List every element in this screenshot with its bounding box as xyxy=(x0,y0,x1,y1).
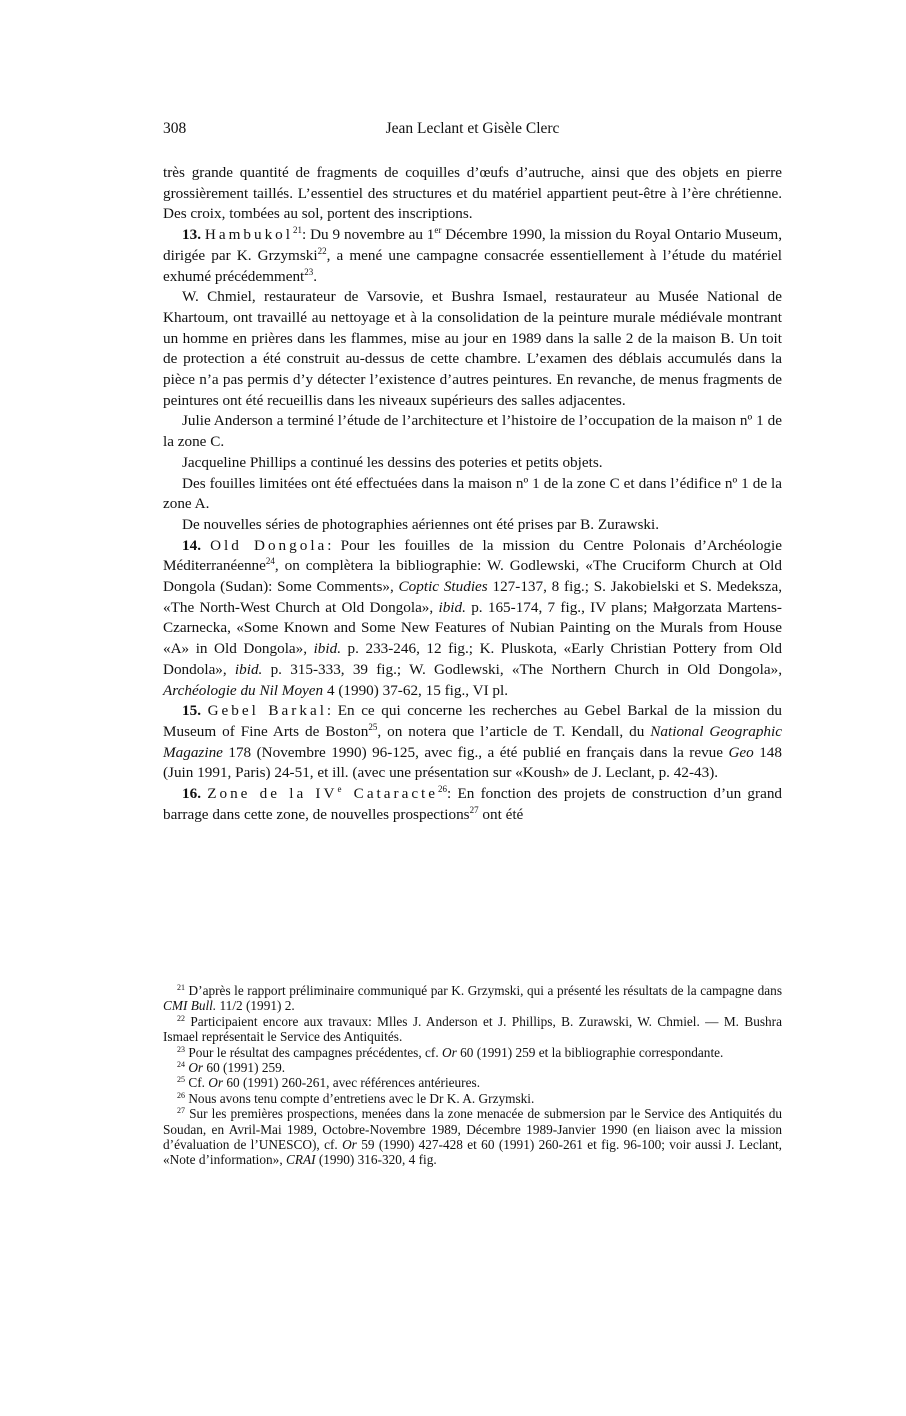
paragraph-anderson: Julie Anderson a terminé l’étude de l’architecture et l’histoire de l’occupation de la maison nº 1 de la zone C. xyxy=(163,412,782,451)
footnote-ref: 23 xyxy=(304,266,314,277)
section-16-ive-cataracte: 16. Zone de la IVe Cataracte$^{26}$: En fonction des projets de construction d’un grand barrage dans cette zone, de nouvelles prospections$^{27}$ ont été xyxy=(163,784,783,823)
footnote-26: $^{26}$ Nous avons tenu compte d’entretiens avec le Dr K. A. Grzymski. xyxy=(177,1090,535,1106)
footnote-21: $^{21}$ D’après le rapport préliminaire communiqué par K. Grzymski, qui a présenté les résultats de la campagne dans CMI Bull. 11/2 (1991) 2. xyxy=(163,983,782,1014)
section-14-old-dongola: 14. Old Dongola: Pour les fouilles de la mission du Centre Polonais d’Archéologie Méditerranéenne$^{24}$, on complètera la bibliographie: W. Godlewski, «The Cruciform Church at Old Dongola (Sudan): Some Comments», Coptic Studies 127-137, 8 fig.; S. Jakobielski et S. Medeksza, «The North-West Church at Old Dongola», ibid. p. 165-174, 7 fig., IV plans; Małgorzata Martens-Czarnecka, «Some Known and Some New Features of Nubian Painting on the Murals from House «A» in Old Dongola», ibid. p. 233-246, 12 fig.; K. Pluskota, «Early Christian Pottery from Old Dondola», ibid. p. 315-333, 39 fig.; W. Godlewski, «The Northern Church in Old Dongola», Archéologie du Nil Moyen 4 (1990) 37-62, 15 fig., VI pl. xyxy=(163,536,782,699)
footnote-25: $^{25}$ Cf. Or 60 (1991) 260-261, avec références antérieures. xyxy=(177,1075,481,1091)
paragraph-continuation: très grande quantité de fragments de coquilles d’œufs d’autruche, ainsi que des objets en pierre grossièrement taillés. L’essentiel des structures et du matériel appartient peut-être à l’ère chrétienne. Des croix, tombées au sol, portent des inscriptions. xyxy=(163,164,782,223)
site-name: Gebel Barkal xyxy=(207,702,327,720)
body-text xyxy=(163,163,782,826)
footnote-23: $^{23}$ Pour le résultat des campagnes précédentes, cf. Or 60 (1991) 259 et la bibliographie correspondante. xyxy=(177,1044,724,1060)
paragraph-chmiel: W. Chmiel, restaurateur de Varsovie, et Bushra Ismael, restaurateur au Musée National de Khartoum, ont travaillé au nettoyage et à la consolidation de la peinture murale médiévale montrant un homme en prières dans les flammes, mise au jour en 1989 dans la salle 2 de la maison B. Un toit de protection a été construit au-dessus de cette chambre. L’examen des déblais accumulés dans la pièce n’a pas permis d’y détecter l’existence d’autres peintures. En revanche, de menus fragments de peintures ont été recueillis dans les niveaux supérieurs des salles adjacentes. xyxy=(163,288,782,409)
paragraph-fouilles: Des fouilles limitées ont été effectuées dans la maison nº 1 de la zone C et dans l’édifice nº 1 de la zone A. xyxy=(163,474,782,513)
site-name: Old Dongola xyxy=(210,536,328,554)
footnote-ref: 22 xyxy=(317,245,327,256)
page-header xyxy=(163,120,782,144)
footnote-ref: 24 xyxy=(265,556,275,567)
footnote-24: $^{24}$ Or 60 (1991) 259. xyxy=(177,1060,286,1076)
running-head: Jean Leclant et Gisèle Clerc xyxy=(385,120,560,137)
site-name: Zone de la IVe Cataracte xyxy=(207,784,439,803)
footnote-ref: 21 xyxy=(292,225,302,236)
footnote-22: $^{22}$ Participaient encore aux travaux: Mlles J. Anderson et J. Phillips, B. Zurawski, W. Chmiel. — M. Bushra Ismael représentait le Service des Antiquités. xyxy=(163,1013,782,1045)
site-name: Hambukol xyxy=(204,226,293,244)
footnote-27: $^{27}$ Sur les premières prospections, menées dans la zone menacée de submersion par le Service des Antiquités du Soudan, en Avril-Mai 1989, Octobre-Novembre 1989, Décembre 1989-Janvier 1990 (en liaison avec la mission d’évaluation de l’UNESCO), cf. Or 59 (1990) 427-428 et 60 (1991) 260-261 et fig. 96-100; voir aussi J. Leclant, «Note d’information», CRAI (1990) 316-320, 4 fig. xyxy=(163,1106,783,1168)
section-15-gebel-barkal: 15. Gebel Barkal: En ce qui concerne les recherches au Gebel Barkal de la mission du Museum of Fine Arts de Boston$^{25}$, on notera que l’article de T. Kendall, du National Geographic Magazine 178 (Novembre 1990) 96-125, avec fig., a été publié en français dans la revue Geo 148 (Juin 1991, Paris) 24-51, et ill. (avec une présentation sur «Koush» de J. Leclant, p. 42-43). xyxy=(163,702,782,782)
paragraph-photographies: De nouvelles séries de photographies aériennes ont été prises par B. Zurawski. xyxy=(182,515,659,533)
section-number: 13. xyxy=(182,226,201,244)
page-number: 308 xyxy=(163,120,187,137)
section-13-hambukol: 13. Hambukol$^{21}$: Du 9 novembre au 1er Décembre 1990, la mission du Royal Ontario Museum, dirigée par K. Grzymski$^{22}$, a mené une campagne consacrée essentiellement à l’étude du matériel exhumé précédemment$^{23}$. xyxy=(163,225,782,285)
footnotes xyxy=(163,983,782,1168)
section-number: 15. xyxy=(182,702,201,720)
footnote-ref: 27 xyxy=(469,804,479,815)
footnote-ref: 26 xyxy=(438,784,448,795)
paragraph-phillips: Jacqueline Phillips a continué les dessins des poteries et petits objets. xyxy=(182,453,603,471)
section-number: 16. xyxy=(182,785,201,803)
section-number: 14. xyxy=(182,536,201,554)
footnote-ref: 25 xyxy=(368,721,378,732)
